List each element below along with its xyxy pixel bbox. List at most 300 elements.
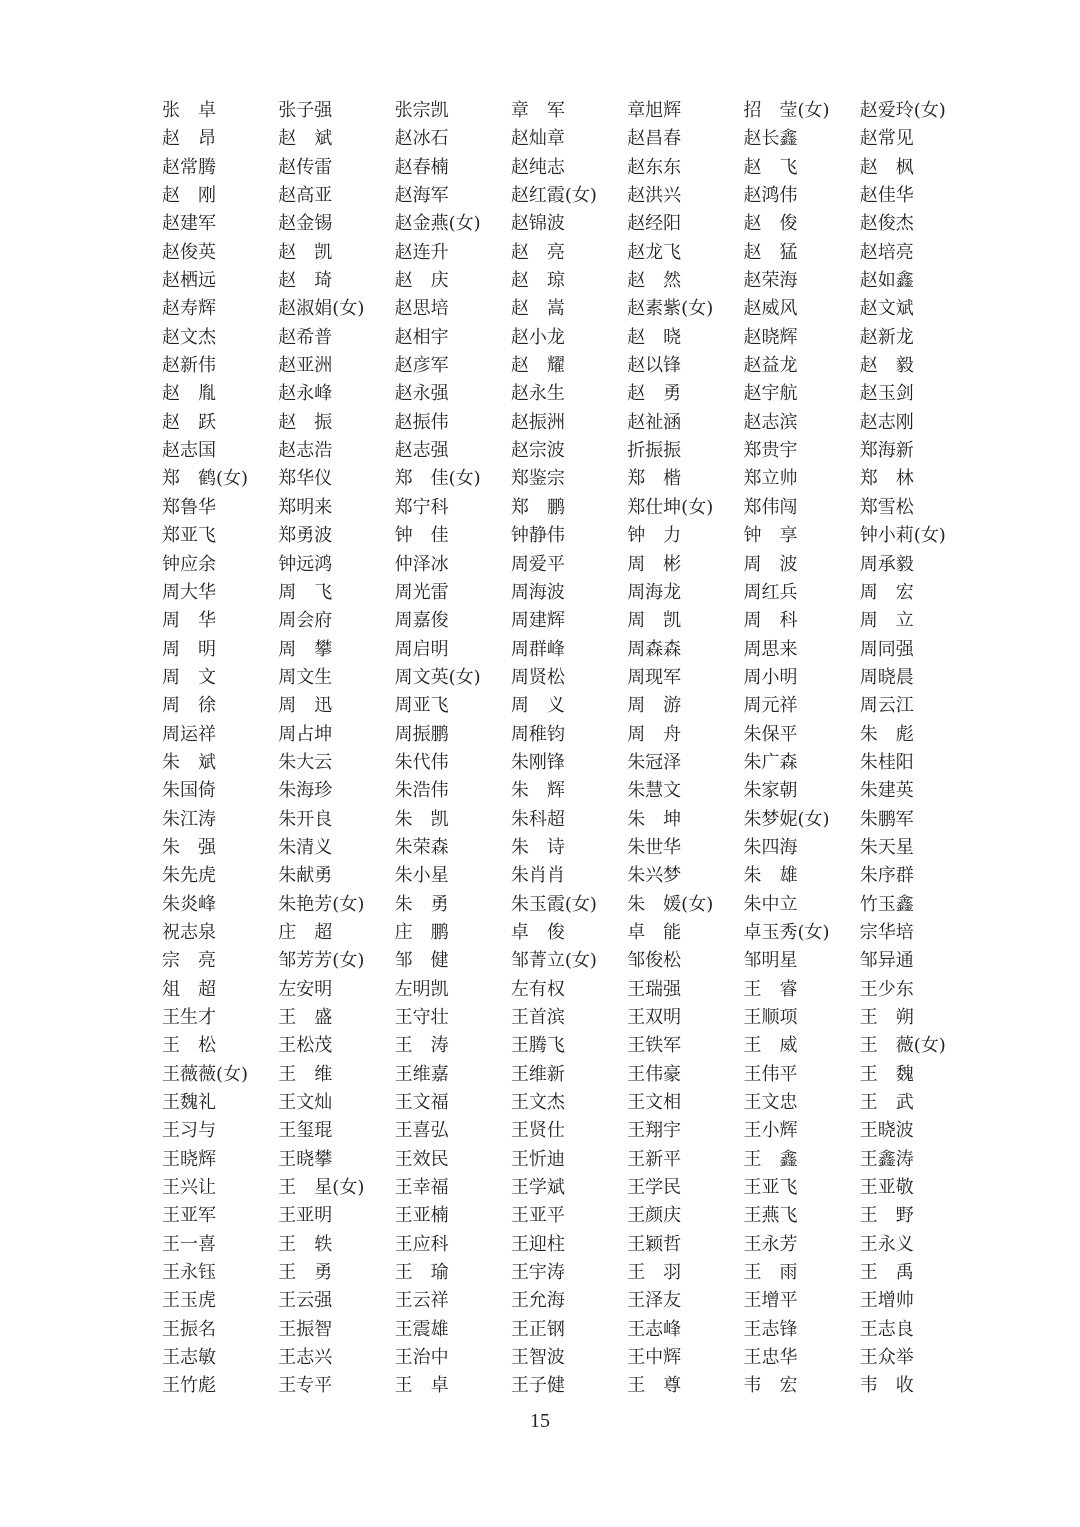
name-entry: 王文灿 [278, 1092, 333, 1114]
name-entry: 郑雪松 [859, 496, 914, 518]
name-entry: 邹 健 [394, 950, 449, 972]
name-entry: 朱 强 [162, 836, 216, 858]
name-entry: 赵纯志 [510, 156, 565, 178]
name-entry: 周 飞 [278, 581, 333, 603]
name-entry: 王亚楠 [394, 1205, 449, 1227]
name-entry: 卓 俊 [510, 921, 565, 943]
name-entry: 周 凯 [627, 610, 682, 632]
name-entry: 郑贵宇 [743, 440, 798, 462]
name-entry: 赵春楠 [394, 156, 449, 178]
name-entry: 祝志泉 [162, 921, 216, 943]
name-entry: 赵新伟 [162, 355, 216, 377]
name-entry: 赵 猛 [743, 241, 798, 263]
name-entry: 周会府 [278, 610, 333, 632]
name-entry: 赵如鑫 [859, 270, 914, 292]
name-entry: 赵金锡 [278, 213, 333, 235]
name-entry: 王双明 [627, 1007, 682, 1028]
name-entry: 朱冠泽 [627, 751, 682, 773]
name-entry: 王少东 [859, 978, 914, 1000]
name-entry: 郑明来 [278, 496, 333, 518]
name-entry: 赵 耀 [510, 355, 565, 377]
name-entry: 王维新 [510, 1063, 565, 1085]
name-entry: 王文忠 [743, 1092, 798, 1114]
name-entry: 王燕飞 [743, 1205, 798, 1227]
name-entry: 王专平 [278, 1375, 333, 1397]
name-entry: 王 卓 [394, 1375, 449, 1397]
name-entry: 朱科超 [510, 808, 565, 830]
name-entry: 赵 刚 [162, 185, 216, 207]
name-entry: 赵益龙 [743, 355, 798, 377]
name-entry: 周 科 [743, 610, 798, 632]
name-entry: 周 彬 [627, 553, 682, 575]
name-entry: 赵晓辉 [743, 326, 798, 348]
name-entry: 王子健 [510, 1375, 565, 1397]
name-entry: 赵 晓 [627, 326, 682, 348]
name-entry: 王幸福 [394, 1177, 449, 1199]
name-entry: 王兴让 [162, 1177, 216, 1199]
name-entry: 张 卓 [162, 100, 216, 121]
name-entry: 王 勇 [278, 1262, 333, 1284]
name-entry: 赵永峰 [278, 383, 333, 405]
name-entry: 王允海 [510, 1290, 565, 1312]
name-entry: 王 野 [859, 1205, 914, 1227]
name-entry: 朱保平 [743, 723, 798, 745]
name-entry: 郑华仪 [278, 468, 333, 490]
name-entry: 赵龙飞 [627, 241, 682, 263]
name-entry: 王 轶 [278, 1233, 333, 1255]
name-entry: 周群峰 [510, 638, 565, 660]
name-entry: 周 迅 [278, 695, 333, 717]
name-entry: 王腾飞 [510, 1035, 565, 1057]
name-entry: 王铁军 [627, 1035, 682, 1057]
name-entry: 王中辉 [627, 1347, 682, 1369]
name-entry: 钟 佳 [394, 525, 449, 547]
name-entry: 王正钢 [510, 1318, 565, 1340]
name-entry: 周建辉 [510, 610, 565, 632]
name-entry: 王贤仕 [510, 1120, 565, 1142]
name-entry: 赵思培 [394, 298, 449, 320]
name-entry: 王振智 [278, 1318, 333, 1340]
name-entry: 周 文 [162, 666, 216, 688]
name-entry: 朱浩伟 [394, 780, 449, 802]
name-entry: 朱开良 [278, 808, 333, 830]
name-entry: 朱 斌 [162, 751, 216, 773]
name-entry: 郑仕坤(女) [627, 496, 714, 518]
name-entry: 朱中立 [743, 893, 798, 915]
name-entry: 朱 诗 [510, 836, 565, 858]
name-entry: 周 攀 [278, 638, 333, 660]
name-entry: 赵昌春 [627, 128, 682, 150]
name-entry: 卓玉秀(女) [743, 921, 830, 943]
name-entry: 张宗凯 [394, 100, 449, 121]
name-entry: 赵宇航 [743, 383, 798, 405]
name-entry: 赵文杰 [162, 326, 216, 348]
name-entry: 王增平 [743, 1290, 798, 1312]
name-entry: 王云祥 [394, 1290, 449, 1312]
name-entry: 朱 彪 [859, 723, 914, 745]
name-entry: 郑亚飞 [162, 525, 216, 547]
name-entry: 朱慧文 [627, 780, 682, 802]
name-entry: 王众举 [859, 1347, 914, 1369]
name-entry: 庄 超 [278, 921, 333, 943]
name-entry: 王颜庆 [627, 1205, 682, 1227]
name-entry: 赵志刚 [859, 411, 914, 433]
name-entry: 朱兴梦 [627, 865, 682, 887]
name-entry: 朱刚锋 [510, 751, 565, 773]
name-entry: 赵志浩 [278, 440, 333, 462]
name-entry: 赵永强 [394, 383, 449, 405]
name-entry: 朱桂阳 [859, 751, 914, 773]
name-entry: 王震雄 [394, 1318, 449, 1340]
name-entry: 王 武 [859, 1092, 914, 1114]
name-entry: 王一喜 [162, 1233, 216, 1255]
name-entry: 郑伟闯 [743, 496, 798, 518]
name-entry: 赵淑娟(女) [278, 298, 365, 320]
name-entry: 朱炎峰 [162, 893, 216, 915]
name-entry: 周嘉俊 [394, 610, 449, 632]
name-entry: 章 军 [510, 100, 565, 121]
name-entry: 周 游 [627, 695, 682, 717]
name-entry: 周现军 [627, 666, 682, 688]
name-entry: 王智波 [510, 1347, 565, 1369]
name-entry: 赵文斌 [859, 298, 914, 320]
name-entry: 邹明星 [743, 950, 798, 972]
name-entry: 王志锋 [743, 1318, 798, 1340]
name-entry: 王泽友 [627, 1290, 682, 1312]
name-entry: 赵相宇 [394, 326, 449, 348]
names-list [162, 97, 976, 1401]
name-entry: 宗 亮 [162, 950, 216, 972]
name-entry: 郑立帅 [743, 468, 798, 490]
name-entry: 赵亚洲 [278, 355, 333, 377]
name-entry: 郑 鹏 [510, 496, 565, 518]
name-entry: 王鑫涛 [859, 1148, 914, 1170]
name-entry: 赵 飞 [743, 156, 798, 178]
name-entry: 赵洪兴 [627, 185, 682, 207]
page-number: 15 [530, 1410, 550, 1432]
name-entry: 周运祥 [162, 723, 216, 745]
name-entry: 朱先虎 [162, 865, 216, 887]
name-entry: 周红兵 [743, 581, 798, 603]
name-entry: 王习与 [162, 1120, 216, 1142]
name-entry: 朱献勇 [278, 865, 333, 887]
name-entry: 朱 坤 [627, 808, 682, 830]
name-entry: 朱 辉 [510, 780, 565, 802]
name-entry: 朱国倚 [162, 780, 216, 802]
name-entry: 赵常见 [859, 128, 914, 150]
name-entry: 王亚军 [162, 1205, 216, 1227]
name-entry: 赵希普 [278, 326, 333, 348]
name-entry: 周小明 [743, 666, 798, 688]
name-entry: 王文福 [394, 1092, 449, 1114]
name-entry: 周 波 [743, 553, 798, 575]
name-entry: 王翔宇 [627, 1120, 682, 1142]
name-entry: 王志兴 [278, 1347, 333, 1369]
name-entry: 钟静伟 [510, 525, 565, 547]
name-entry: 庄 鹏 [394, 921, 449, 943]
name-entry: 赵冰石 [394, 128, 449, 150]
name-entry: 王亚明 [278, 1205, 333, 1227]
name-entry: 赵志强 [394, 440, 449, 462]
name-entry: 周振鹏 [394, 723, 449, 745]
name-entry: 王文相 [627, 1092, 682, 1114]
name-entry: 郑 楷 [627, 468, 682, 490]
name-entry: 章旭辉 [627, 100, 682, 121]
name-entry: 赵长鑫 [743, 128, 798, 150]
name-entry: 周元祥 [743, 695, 798, 717]
name-entry: 赵志国 [162, 440, 216, 462]
name-entry: 赵传雷 [278, 156, 333, 178]
name-entry: 韦 收 [859, 1375, 914, 1397]
name-entry: 王永钰 [162, 1262, 216, 1284]
name-entry: 王 羽 [627, 1262, 682, 1284]
name-entry: 赵寿辉 [162, 298, 216, 320]
name-entry: 赵俊杰 [859, 213, 914, 235]
name-entry: 俎 超 [162, 978, 216, 1000]
name-entry: 赵 庆 [394, 270, 449, 292]
name-entry: 王志峰 [627, 1318, 682, 1340]
name-entry: 周思来 [743, 638, 798, 660]
name-entry: 赵爱玲(女) [859, 100, 946, 121]
name-entry: 王治中 [394, 1347, 449, 1369]
name-entry: 赵经阳 [627, 213, 682, 235]
name-entry: 周文英(女) [394, 666, 481, 688]
name-entry: 周同强 [859, 638, 914, 660]
name-entry: 朱天星 [859, 836, 914, 858]
name-entry: 赵素紫(女) [627, 298, 714, 320]
name-entry: 张子强 [278, 100, 333, 121]
name-entry: 王新平 [627, 1148, 682, 1170]
name-entry: 邹俊松 [627, 950, 682, 972]
name-entry: 周海波 [510, 581, 565, 603]
name-entry: 赵常腾 [162, 156, 216, 178]
name-entry: 赵 勇 [627, 383, 682, 405]
name-entry: 赵 嵩 [510, 298, 565, 320]
name-entry: 王魏礼 [162, 1092, 216, 1114]
name-entry: 王效民 [394, 1148, 449, 1170]
name-entry: 朱江涛 [162, 808, 216, 830]
name-entry: 王志敏 [162, 1347, 216, 1369]
name-entry: 钟 力 [627, 525, 682, 547]
name-entry: 周森森 [627, 638, 682, 660]
name-entry: 王 薇(女) [859, 1035, 946, 1057]
name-entry: 周占坤 [278, 723, 333, 745]
name-entry: 朱梦妮(女) [743, 808, 830, 830]
name-entry: 周承毅 [859, 553, 914, 575]
name-entry: 王 鑫 [743, 1148, 798, 1170]
name-entry: 周晓晨 [859, 666, 914, 688]
name-entry: 周稚钧 [510, 723, 565, 745]
name-entry: 朱 媛(女) [627, 893, 714, 915]
name-entry: 周 宏 [859, 581, 914, 603]
name-entry: 郑海新 [859, 440, 914, 462]
name-entry: 招 莹(女) [743, 100, 830, 121]
name-entry: 王文杰 [510, 1092, 565, 1114]
name-entry: 郑勇波 [278, 525, 333, 547]
name-entry: 赵新龙 [859, 326, 914, 348]
name-entry: 王玺琨 [278, 1120, 333, 1142]
name-entry: 朱大云 [278, 751, 333, 773]
name-entry: 朱 勇 [394, 893, 449, 915]
name-entry: 朱鹏军 [859, 808, 914, 830]
name-entry: 王生才 [162, 1007, 216, 1028]
name-entry: 周 明 [162, 638, 216, 660]
name-entry: 赵栖远 [162, 270, 216, 292]
name-entry: 王宇涛 [510, 1262, 565, 1284]
name-entry: 王 朔 [859, 1007, 914, 1028]
name-entry: 赵振洲 [510, 411, 565, 433]
name-entry: 赵 胤 [162, 383, 216, 405]
name-entry: 邹芳芳(女) [278, 950, 365, 972]
name-entry: 赵鸿伟 [743, 185, 798, 207]
name-entry: 王云强 [278, 1290, 333, 1312]
name-entry: 王 维 [278, 1063, 333, 1085]
name-entry: 赵 琦 [278, 270, 333, 292]
name-entry: 王亚敬 [859, 1177, 914, 1199]
name-entry: 朱玉霞(女) [510, 893, 597, 915]
name-entry: 朱艳芳(女) [278, 893, 365, 915]
name-entry: 赵高亚 [278, 185, 333, 207]
name-entry: 王顺项 [743, 1007, 798, 1028]
name-entry: 赵锦波 [510, 213, 565, 235]
name-entry: 赵东东 [627, 156, 682, 178]
name-entry: 朱序群 [859, 865, 914, 887]
name-entry: 赵宗波 [510, 440, 565, 462]
name-entry: 王 尊 [627, 1375, 682, 1397]
name-entry: 赵连升 [394, 241, 449, 263]
name-entry: 王 禹 [859, 1262, 914, 1284]
name-entry: 郑鲁华 [162, 496, 216, 518]
name-entry: 折振振 [627, 440, 682, 462]
name-entry: 赵金燕(女) [394, 213, 481, 235]
name-entry: 王振名 [162, 1318, 216, 1340]
name-entry: 王 威 [743, 1035, 798, 1057]
name-entry: 赵红霞(女) [510, 185, 597, 207]
name-entry: 赵祉涵 [627, 411, 682, 433]
name-entry: 赵 枫 [859, 156, 914, 178]
name-entry: 王迎柱 [510, 1233, 565, 1255]
name-entry: 周云江 [859, 695, 914, 717]
name-entry: 仲泽冰 [394, 553, 449, 575]
name-entry: 邹菁立(女) [510, 950, 597, 972]
name-entry: 赵 跃 [162, 411, 216, 433]
name-entry: 朱肖肖 [510, 865, 565, 887]
name-entry: 赵灿章 [510, 128, 565, 150]
name-entry: 赵 然 [627, 270, 682, 292]
name-entry: 王维嘉 [394, 1063, 449, 1085]
name-entry: 赵 振 [278, 411, 333, 433]
name-entry: 赵威风 [743, 298, 798, 320]
name-entry: 王松茂 [278, 1035, 333, 1057]
name-entry: 赵海军 [394, 185, 449, 207]
name-entry: 王亚飞 [743, 1177, 798, 1199]
name-entry: 赵以锋 [627, 355, 682, 377]
name-entry: 王晓攀 [278, 1148, 333, 1170]
name-entry: 朱海珍 [278, 780, 333, 802]
name-entry: 王 涛 [394, 1035, 449, 1057]
name-entry: 周启明 [394, 638, 449, 660]
name-entry: 朱荣森 [394, 836, 449, 858]
name-entry: 赵永生 [510, 383, 565, 405]
name-entry: 王守壮 [394, 1007, 449, 1028]
name-entry: 王瑞强 [627, 978, 682, 1000]
name-entry: 赵俊英 [162, 241, 216, 263]
name-entry: 王 睿 [743, 978, 798, 1000]
name-entry: 王玉虎 [162, 1290, 216, 1312]
name-entry: 朱四海 [743, 836, 798, 858]
name-entry: 赵小龙 [510, 326, 565, 348]
name-entry: 王晓辉 [162, 1148, 216, 1170]
name-entry: 赵 亮 [510, 241, 565, 263]
name-entry: 王伟平 [743, 1063, 798, 1085]
name-entry: 郑 林 [859, 468, 914, 490]
name-entry: 朱广森 [743, 751, 798, 773]
name-entry: 朱 雄 [743, 865, 798, 887]
name-entry: 朱小星 [394, 865, 449, 887]
name-entry: 赵 琼 [510, 270, 565, 292]
name-entry: 郑 鹤(女) [162, 468, 249, 490]
name-entry: 竹玉鑫 [859, 893, 914, 915]
name-entry: 王小辉 [743, 1120, 798, 1142]
name-entry: 朱清义 [278, 836, 333, 858]
name-entry: 赵 毅 [859, 355, 914, 377]
name-entry: 周亚飞 [394, 695, 449, 717]
name-entry: 周 义 [510, 695, 565, 717]
name-entry: 王永义 [859, 1233, 914, 1255]
name-entry: 朱 凯 [394, 808, 449, 830]
name-entry: 韦 宏 [743, 1375, 798, 1397]
name-entry: 周 徐 [162, 695, 216, 717]
name-entry: 王晓波 [859, 1120, 914, 1142]
name-entry: 周光雷 [394, 581, 449, 603]
name-entry: 钟远鸿 [278, 553, 333, 575]
name-entry: 钟小莉(女) [859, 525, 946, 547]
name-entry: 赵佳华 [859, 185, 914, 207]
name-entry: 王竹彪 [162, 1375, 216, 1397]
name-entry: 郑鉴宗 [510, 468, 565, 490]
name-entry: 朱世华 [627, 836, 682, 858]
name-entry: 赵 俊 [743, 213, 798, 235]
name-entry: 王亚平 [510, 1205, 565, 1227]
name-entry: 钟 享 [743, 525, 798, 547]
name-entry: 王颖哲 [627, 1233, 682, 1255]
name-entry: 王永芳 [743, 1233, 798, 1255]
name-entry: 周贤松 [510, 666, 565, 688]
name-entry: 周海龙 [627, 581, 682, 603]
name-entry: 王 盛 [278, 1007, 333, 1028]
name-entry: 赵志滨 [743, 411, 798, 433]
name-entry: 赵荣海 [743, 270, 798, 292]
name-entry: 赵振伟 [394, 411, 449, 433]
name-entry: 左有权 [510, 978, 565, 1000]
name-entry: 王学民 [627, 1177, 682, 1199]
name-entry: 王伟豪 [627, 1063, 682, 1085]
name-entry: 王首滨 [510, 1007, 565, 1028]
name-entry: 王志良 [859, 1318, 914, 1340]
name-entry: 左安明 [278, 978, 333, 1000]
name-entry: 王 瑜 [394, 1262, 449, 1284]
name-entry: 赵 凯 [278, 241, 333, 263]
name-entry: 王忻迪 [510, 1148, 565, 1170]
name-entry: 赵玉剑 [859, 383, 914, 405]
name-entry: 王增帅 [859, 1290, 914, 1312]
name-entry: 赵建军 [162, 213, 216, 235]
name-entry: 赵 昂 [162, 128, 216, 150]
name-entry: 朱建英 [859, 780, 914, 802]
name-entry: 郑宁科 [394, 496, 449, 518]
name-entry: 王应科 [394, 1233, 449, 1255]
name-entry: 王忠华 [743, 1347, 798, 1369]
